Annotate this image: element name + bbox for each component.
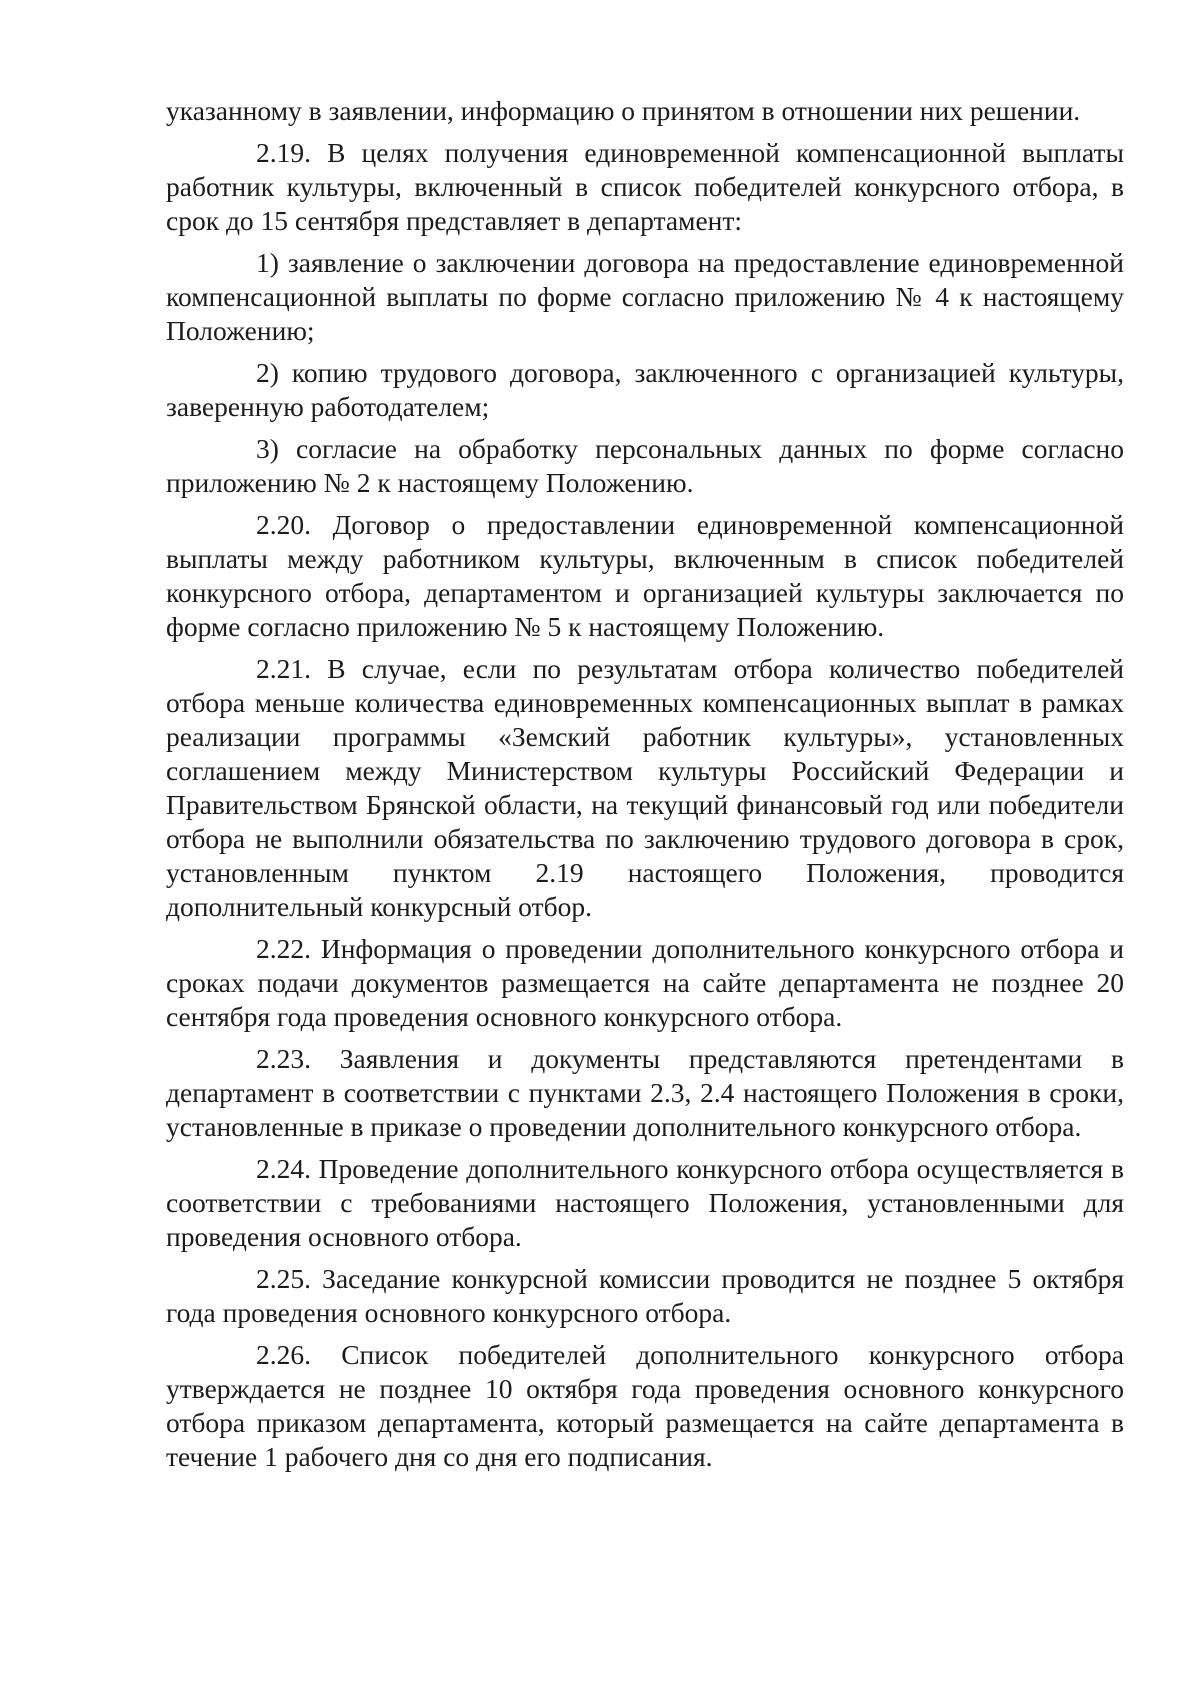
list-item-2: 2) копию трудового договора, заключенного с организацией культуры, заверенную работодателем; <box>166 357 1124 422</box>
document-page <box>166 94 1124 1482</box>
paragraph-continuation: указанному в заявлении, информацию о принятом в отношении них решении. <box>166 95 1081 126</box>
paragraph-2-23: 2.23. Заявления и документы представляются претендентами в департамент в соответствии с пунктами 2.3, 2.4 настоящего Положения в сроки, установленные в приказе о проведении дополнительного конкурсного отбора. <box>166 1043 1124 1142</box>
paragraph-2-20: 2.20. Договор о предоставлении единовременной компенсационной выплаты между работником культуры, включенным в список победителей конкурсного отбора, департаментом и организацией культуры заключается по форме согласно приложению № 5 к настоящему Положению. <box>166 509 1124 642</box>
paragraph-2-25: 2.25. Заседание конкурсной комиссии проводится не позднее 5 октября года проведения основного конкурсного отбора. <box>166 1263 1124 1328</box>
paragraph-2-26: 2.26. Список победителей дополнительного конкурсного отбора утверждается не позднее 10 октября года проведения основного конкурсного отбора приказом департамента, который размещается на сайте департамента в течение 1 рабочего дня со дня его подписания. <box>166 1339 1124 1472</box>
list-item-1: 1) заявление о заключении договора на предоставление единовременной компенсационной выплаты по форме согласно приложению № 4 к настоящему Положению; <box>166 247 1124 346</box>
paragraph-2-22: 2.22. Информация о проведении дополнительного конкурсного отбора и сроках подачи документов размещается на сайте департамента не позднее 20 сентября года проведения основного конкурсного отбора. <box>166 933 1124 1032</box>
paragraph-2-21: 2.21. В случае, если по результатам отбора количество победителей отбора меньше количества единовременных компенсационных выплат в рамках реализации программы «Земский работник культуры», установленных соглашением между Министерством культуры Российский Федерации и Правительством Брянской области, на текущий финансовый год или победители отбора не выполнили обязательства по заключению трудового договора в срок, установленным пунктом 2.19 настоящего Положения, проводится дополнительный конкурсный отбор. <box>166 653 1124 922</box>
paragraph-2-24: 2.24. Проведение дополнительного конкурсного отбора осуществляется в соответствии с требованиями настоящего Положения, установленными для проведения основного отбора. <box>166 1153 1124 1252</box>
paragraph-2-19: 2.19. В целях получения единовременной компенсационной выплаты работник культуры, включенный в список победителей конкурсного отбора, в срок до 15 сентября представляет в департамент: <box>166 137 1124 236</box>
list-item-3: 3) согласие на обработку персональных данных по форме согласно приложению № 2 к настоящему Положению. <box>166 433 1124 498</box>
